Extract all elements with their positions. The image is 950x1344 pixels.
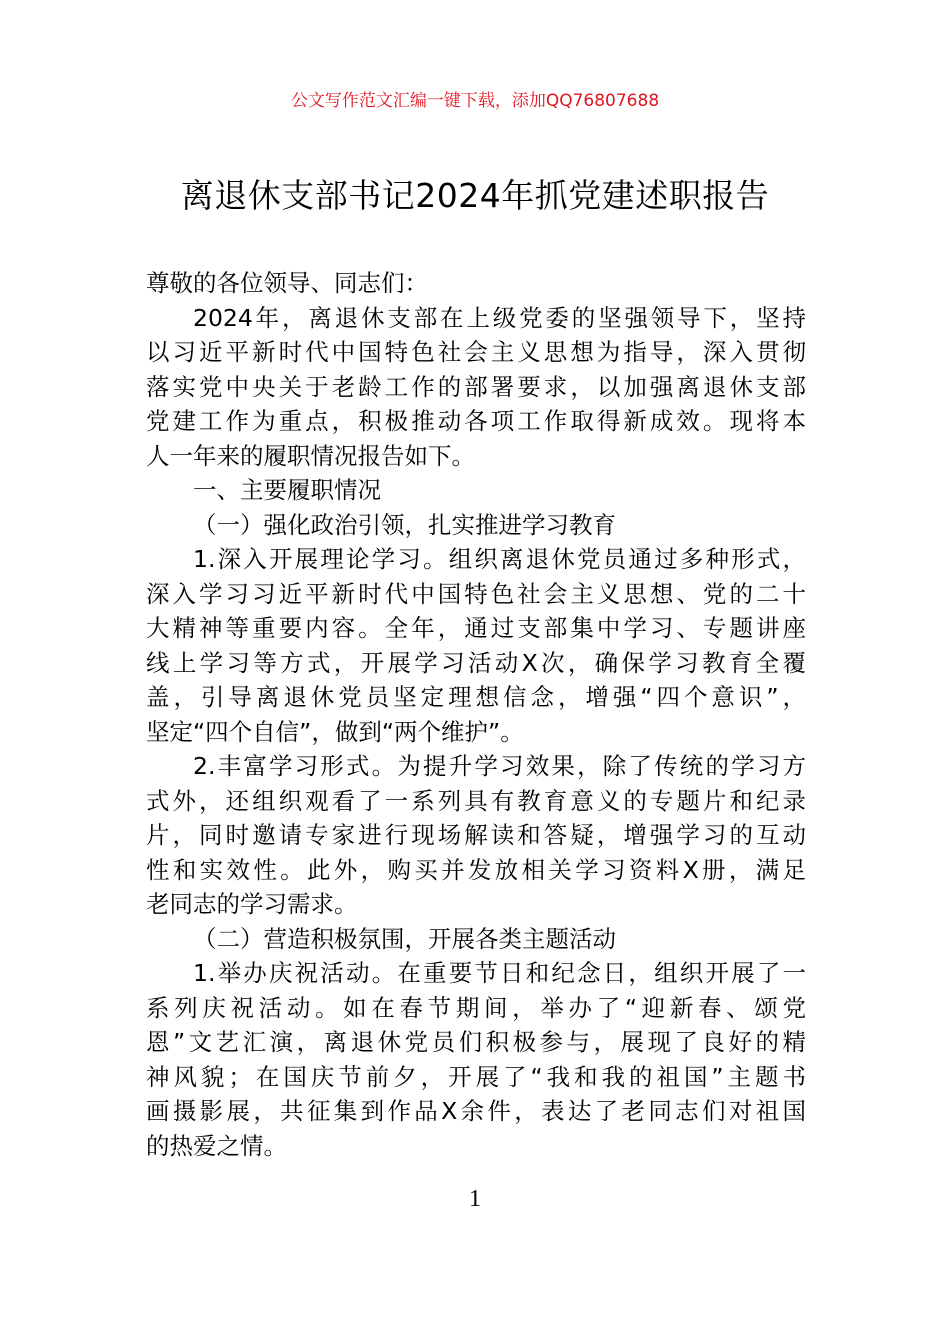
subsection-heading: （二）营造积极氛围，开展各类主题活动 (193, 924, 616, 953)
body-line: 画摄影展，共征集到作品X余件，表达了老同志们对祖国 (146, 1097, 806, 1125)
body-line: 片，同时邀请专家进行现场解读和答疑，增强学习的互动 (146, 821, 806, 849)
body-line: 的热爱之情。 (146, 1131, 287, 1160)
body-line: 盖，引导离退休党员坚定理想信念，增强“四个意识”， (146, 683, 806, 711)
body-line: 式外，还组织观看了一系列具有教育意义的专题片和纪录 (146, 786, 806, 815)
body-line: 党建工作为重点，积极推动各项工作取得新成效。现将本 (146, 407, 806, 435)
body-line: 神风貌；在国庆节前夕，开展了“我和我的祖国”主题书 (146, 1062, 806, 1091)
subsection-heading: （一）强化政治引领，扎实推进学习教育 (193, 510, 616, 539)
section-heading: 一、主要履职情况 (193, 476, 381, 504)
body-line: 1.深入开展理论学习。组织离退休党员通过多种形式， (193, 545, 806, 573)
body-line: 老同志的学习需求。 (146, 890, 358, 918)
body-line: 恩”文艺汇演，离退休党员们积极参与，展现了良好的精 (146, 1028, 806, 1056)
body-line: 人一年来的履职情况报告如下。 (146, 441, 475, 470)
body-line: 落实党中央关于老龄工作的部署要求，以加强离退休支部 (146, 372, 806, 401)
body-line: 尊敬的各位领导、同志们： (146, 269, 428, 297)
document-body (146, 266, 806, 1163)
body-line: 大精神等重要内容。全年，通过支部集中学习、专题讲座 (146, 614, 806, 642)
body-line: 线上学习等方式，开展学习活动X次，确保学习教育全覆 (146, 648, 806, 677)
body-line: 系列庆祝活动。如在春节期间，举办了“迎新春、颂党 (146, 993, 806, 1022)
body-line: 2.丰富学习形式。为提升学习效果，除了传统的学习方 (193, 752, 806, 780)
body-line: 1.举办庆祝活动。在重要节日和纪念日，组织开展了一 (193, 959, 806, 987)
body-line: 以习近平新时代中国特色社会主义思想为指导，深入贯彻 (146, 338, 806, 366)
page-number: 1 (469, 1186, 481, 1212)
body-line: 深入学习习近平新时代中国特色社会主义思想、党的二十 (146, 579, 806, 608)
body-line: 性和实效性。此外，购买并发放相关学习资料X册，满足 (146, 855, 806, 884)
body-line: 2024年，离退休支部在上级党委的坚强领导下，坚持 (193, 303, 806, 332)
body-line: 坚定“四个自信”，做到“两个维护”。 (146, 717, 524, 746)
download-banner: 公文写作范文汇编一键下载，添加QQ76807688 (290, 91, 660, 111)
document-title: 离退休支部书记2024年抓党建述职报告 (180, 176, 770, 215)
